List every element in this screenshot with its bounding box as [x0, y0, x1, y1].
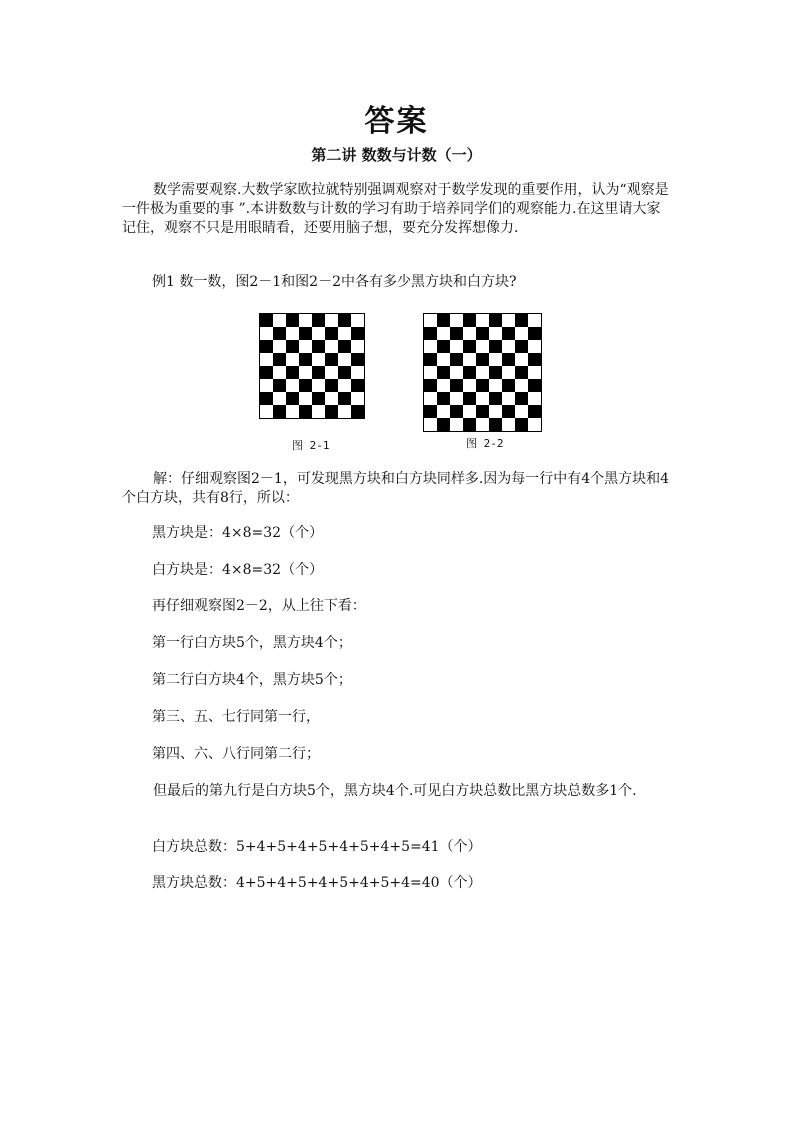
white-square	[351, 340, 364, 353]
black-square	[515, 418, 528, 431]
white-total-line: 白方块总数：5+4+5+4+5+4+5+4+5=41（个）	[152, 839, 482, 855]
black-square	[450, 327, 463, 340]
white-square	[450, 366, 463, 379]
black-square	[260, 392, 273, 405]
white-square	[437, 379, 450, 392]
white-square	[489, 379, 502, 392]
white-square	[299, 392, 312, 405]
black-square	[437, 366, 450, 379]
white-square	[325, 314, 338, 327]
white-square	[424, 340, 437, 353]
white-square	[528, 366, 541, 379]
example-question: 例1 数一数，图2－1和图2－2中各有多少黑方块和白方块?	[152, 274, 517, 290]
checkerboard-figure-2-2	[423, 313, 542, 432]
white-square	[502, 418, 515, 431]
black-square	[528, 405, 541, 418]
black-square	[489, 314, 502, 327]
white-square	[299, 366, 312, 379]
black-square	[463, 392, 476, 405]
black-square	[502, 353, 515, 366]
black-square	[325, 379, 338, 392]
black-square	[286, 314, 299, 327]
white-square	[351, 392, 364, 405]
solution-paragraph: 解：仔细观察图2－1，可发现黑方块和白方块同样多.因为每一行中有4个黑方块和4个白方块，共有8行，所以：	[122, 471, 670, 506]
white-square	[515, 405, 528, 418]
white-square	[424, 392, 437, 405]
black-square	[299, 379, 312, 392]
white-square	[463, 353, 476, 366]
white-square	[502, 340, 515, 353]
white-square	[273, 314, 286, 327]
white-square	[338, 405, 351, 418]
white-square	[528, 418, 541, 431]
black-square	[450, 405, 463, 418]
black-square	[299, 353, 312, 366]
white-square	[325, 392, 338, 405]
black-square	[450, 353, 463, 366]
white-square	[450, 392, 463, 405]
white-square	[502, 392, 515, 405]
black-square	[351, 379, 364, 392]
black-square	[424, 405, 437, 418]
white-square	[437, 353, 450, 366]
black-square	[424, 327, 437, 340]
white-square	[515, 327, 528, 340]
black-square	[489, 366, 502, 379]
black-square	[260, 340, 273, 353]
black-square	[463, 314, 476, 327]
black-square	[351, 353, 364, 366]
white-square	[437, 327, 450, 340]
black-square	[286, 366, 299, 379]
black-square	[351, 327, 364, 340]
black-total-line: 黑方块总数：4+5+4+5+4+5+4+5+4=40（个）	[152, 875, 482, 891]
lesson-subtitle: 第二讲 数数与计数（一）	[311, 146, 482, 164]
white-square	[299, 314, 312, 327]
black-square	[299, 327, 312, 340]
white-square	[489, 405, 502, 418]
white-square	[286, 379, 299, 392]
black-square	[476, 353, 489, 366]
black-square	[312, 314, 325, 327]
black-square	[476, 379, 489, 392]
white-square	[502, 366, 515, 379]
white-square	[260, 353, 273, 366]
white-square	[476, 418, 489, 431]
black-square	[424, 379, 437, 392]
black-square	[502, 327, 515, 340]
white-square	[286, 327, 299, 340]
white-square	[273, 340, 286, 353]
page-title: 答案	[364, 104, 429, 139]
figure-caption-2-2: 图 2-2	[466, 437, 504, 450]
white-square	[286, 405, 299, 418]
intro-paragraph: 数学需要观察.大数学家欧拉就特别强调观察对于数学发现的重要作用，认为“观察是一件极为重要的事 ”.本讲数数与计数的学习有助于培养同学们的观察能力.在这里请大家记住，观察不只是用眼睛看，还要用脑子想，要充分发挥想像力.	[122, 182, 669, 236]
black-square	[489, 392, 502, 405]
black-square	[463, 418, 476, 431]
black-square	[325, 353, 338, 366]
white-square	[312, 405, 325, 418]
black-square	[502, 379, 515, 392]
black-square	[528, 327, 541, 340]
white-square	[489, 353, 502, 366]
black-square	[437, 392, 450, 405]
white-square	[463, 327, 476, 340]
white-square	[515, 379, 528, 392]
black-square	[338, 340, 351, 353]
black-count-line: 黑方块是：4×8=32（个）	[152, 525, 324, 541]
white-square	[437, 405, 450, 418]
black-square	[312, 392, 325, 405]
black-square	[515, 366, 528, 379]
white-square	[338, 353, 351, 366]
white-square	[424, 418, 437, 431]
white-square	[450, 340, 463, 353]
black-square	[476, 327, 489, 340]
black-square	[260, 314, 273, 327]
white-square	[338, 379, 351, 392]
white-square	[312, 327, 325, 340]
black-square	[528, 379, 541, 392]
row2-line: 第二行白方块4个，黑方块5个；	[152, 672, 352, 688]
black-square	[312, 366, 325, 379]
black-square	[528, 353, 541, 366]
white-square	[450, 314, 463, 327]
white-square	[273, 392, 286, 405]
white-square	[528, 314, 541, 327]
black-square	[424, 353, 437, 366]
black-square	[338, 366, 351, 379]
black-square	[338, 392, 351, 405]
white-count-line: 白方块是：4×8=32（个）	[152, 562, 324, 578]
black-square	[299, 405, 312, 418]
observe-again-line: 再仔细观察图2－2，从上往下看：	[152, 598, 366, 614]
black-square	[515, 392, 528, 405]
conclusion-paragraph: 但最后的第九行是白方块5个，黑方块4个.可见白方块总数比黑方块总数多1个.	[153, 783, 637, 799]
white-square	[286, 353, 299, 366]
white-square	[476, 340, 489, 353]
black-square	[437, 418, 450, 431]
white-square	[450, 418, 463, 431]
black-square	[273, 353, 286, 366]
odd-rows-line: 第三、五、七行同第一行，	[152, 709, 320, 725]
white-square	[312, 353, 325, 366]
black-square	[515, 314, 528, 327]
black-square	[450, 379, 463, 392]
white-square	[528, 392, 541, 405]
checkerboard-figure-2-1	[259, 313, 365, 419]
black-square	[437, 340, 450, 353]
white-square	[502, 314, 515, 327]
black-square	[437, 314, 450, 327]
black-square	[286, 340, 299, 353]
white-square	[515, 353, 528, 366]
white-square	[260, 327, 273, 340]
white-square	[351, 314, 364, 327]
black-square	[312, 340, 325, 353]
black-square	[463, 366, 476, 379]
white-square	[463, 405, 476, 418]
black-square	[273, 405, 286, 418]
black-square	[325, 405, 338, 418]
white-square	[273, 366, 286, 379]
black-square	[286, 392, 299, 405]
black-square	[273, 379, 286, 392]
white-square	[325, 366, 338, 379]
white-square	[325, 340, 338, 353]
white-square	[351, 366, 364, 379]
white-square	[489, 327, 502, 340]
even-rows-line: 第四、六、八行同第二行；	[152, 746, 320, 762]
black-square	[489, 340, 502, 353]
row1-line: 第一行白方块5个，黑方块4个；	[152, 635, 352, 651]
black-square	[338, 314, 351, 327]
white-square	[260, 379, 273, 392]
figure-caption-2-1: 图 2-1	[292, 439, 330, 452]
white-square	[424, 366, 437, 379]
black-square	[273, 327, 286, 340]
white-square	[424, 314, 437, 327]
black-square	[515, 340, 528, 353]
black-square	[351, 405, 364, 418]
white-square	[299, 340, 312, 353]
black-square	[489, 418, 502, 431]
white-square	[476, 392, 489, 405]
white-square	[338, 327, 351, 340]
black-square	[476, 405, 489, 418]
white-square	[476, 314, 489, 327]
white-square	[528, 340, 541, 353]
white-square	[260, 405, 273, 418]
black-square	[260, 366, 273, 379]
white-square	[476, 366, 489, 379]
white-square	[463, 379, 476, 392]
black-square	[463, 340, 476, 353]
white-square	[312, 379, 325, 392]
black-square	[325, 327, 338, 340]
black-square	[502, 405, 515, 418]
